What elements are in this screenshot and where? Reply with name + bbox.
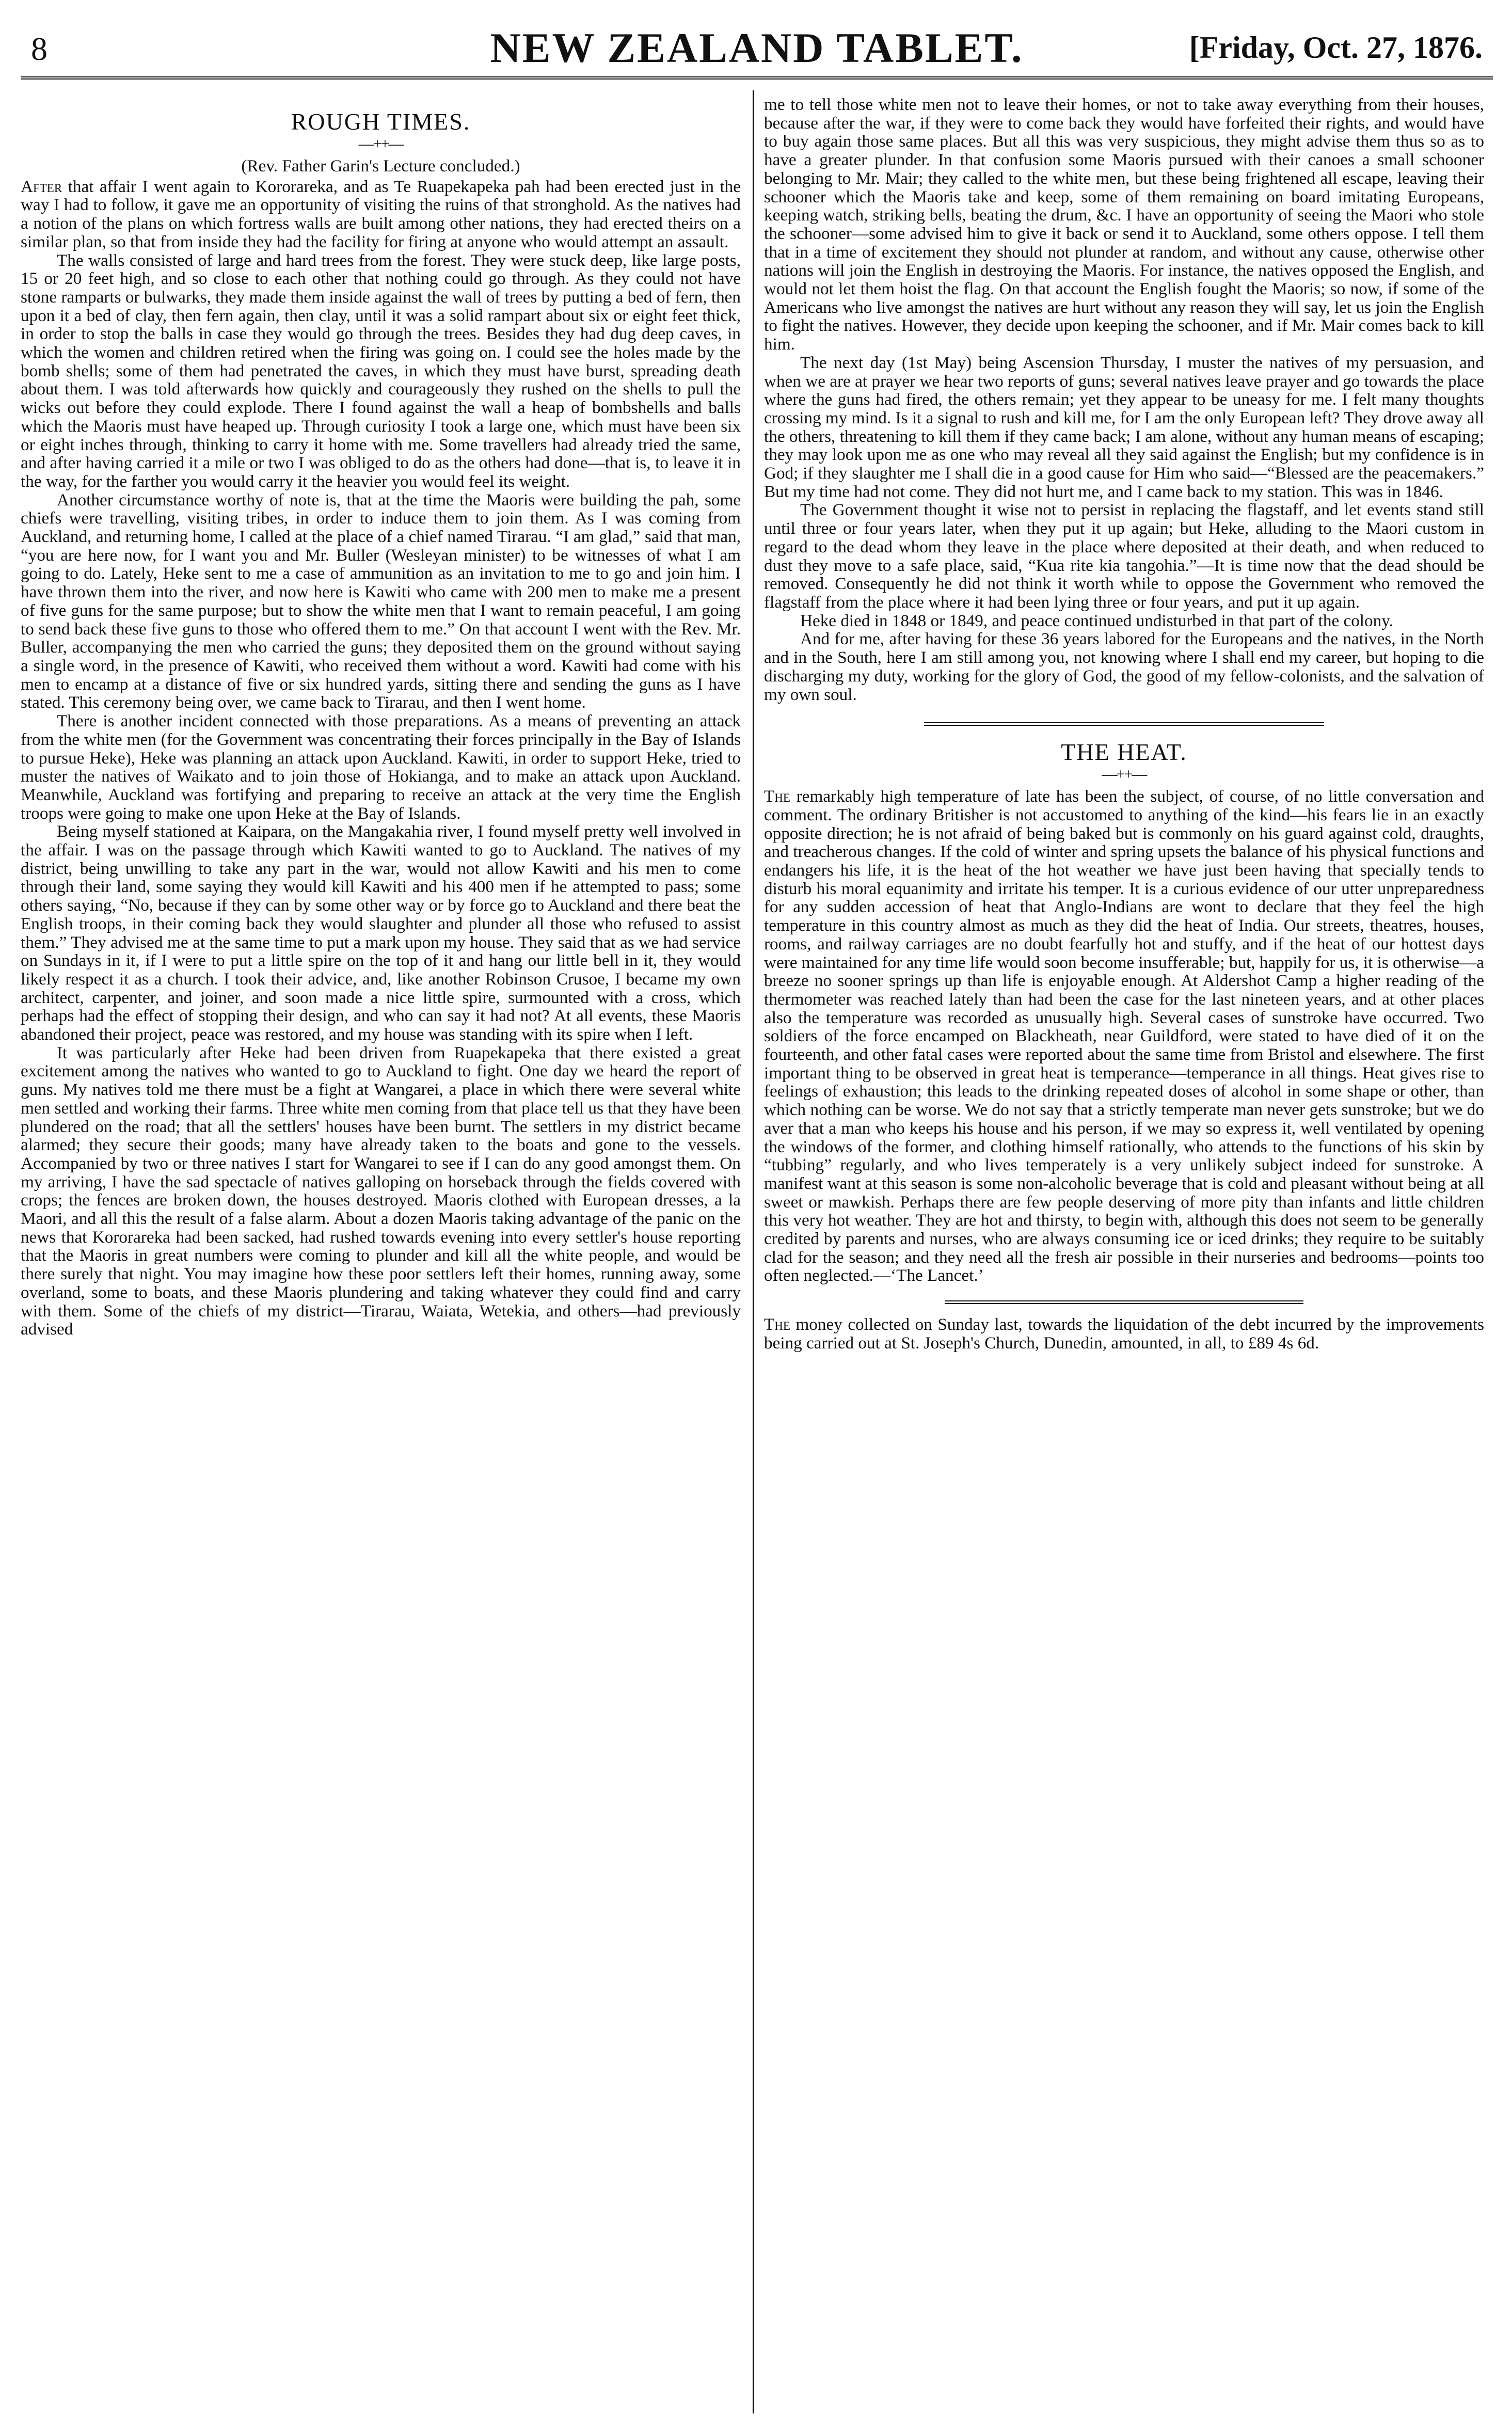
newspaper-page (21, 21, 1493, 2416)
lead-word: After (21, 177, 62, 196)
article-paragraph: Heke died in 1848 or 1849, and peace continued undisturbed in that part of the colony. (800, 611, 1393, 630)
section-separator (945, 1300, 1303, 1304)
article-paragraph: And for me, after having for these 36 years labored for the Europeans and the natives, in the North and in the South, here I am still among you, not knowing where I shall end my career, but hoping to die discharging my duty, working for the glory of God, the good of my fellow-colonists, and the salvation of my own soul. (764, 629, 1484, 704)
masthead-rule (21, 76, 1493, 80)
article-paragraph: Being myself stationed at Kaipara, on the Mangakahia river, I found myself pretty well involved in the affair. I was on the passage through which Kawiti wanted to go to Auckland. The natives of my district, being unwilling to take any part in the war, would not allow Kawiti and his men to come through their land, some saying they would kill Kawiti and his 400 men if he attempted to pass; some others saying, “No, because if they can by some other way or by force go to Auckland and there beat the English troops, in their coming back they would slaughter and plunder all those who refused to assist them.” They advised me at the same time to put a mark upon my house. They said that as we had service on Sundays in it, if I were to put a little spire on the top of it and hang our little bell in it, they would likely respect it as a church. I took their advice, and, like another Robinson Crusoe, I became my own architect, carpenter, and joiner, and soon made a nice little spire, surmounted with a cross, which perhaps had the effect of stopping their design, and who can say it had not? At all events, these Maoris abandoned their project, peace was restored, and my house was standing with its spire when I left. (21, 822, 741, 1044)
article-paragraph: The walls consisted of large and hard trees from the forest. They were stuck deep, like large posts, 15 or 20 feet high, and so close to each other that nothing could go through. As they could not have stone ramparts or bulwarks, they made them inside against the wall of trees by putting a bed of fern, then upon it a bed of clay, then fern again, then clay, until it was a solid rampart about six or eight feet thick, in order to stop the balls in case they would go through the trees. Besides they had dug deep caves, in which the women and children retired when the firing was going on. I could see the holes made by the bomb shells; some of them had penetrated the caves, in which they must have burst, spreading death about them. I was told afterwards how quickly and courageously they rushed on the shells to pull the wicks out before they could explode. There I found against the wall a heap of bombshells and balls which the Maoris must have heaped up. Through curiosity I took a large one, which must have been six or eight inches through, thinking to carry it home with me. Some travellers had already tried the same, and after having carried it a mile or two I was obliged to do as the others had done—that is, to leave it in the way, for the farther you would carry it the heavier you would feel its weight. (21, 250, 741, 491)
column-divider (753, 90, 754, 2413)
headline-ornament: —++— (1102, 766, 1147, 783)
section-separator (924, 722, 1324, 726)
article-paragraph: The remarkably high temperature of late has been the subject, of course, of no little conversation and comment. The ordinary Britisher is not accustomed to anything of the kind—his fears lie in an exactly opposite direction; he is not afraid of being baked but is commonly on his guard against cold, draughts, and treacherous changes. If the cold of winter and spring upsets the balance of his physical functions and endangers his life, it is the heat of the hot weather we have just been having that specially tends to disturb his moral equanimity and irritate his temper. It is a curious evidence of our utter unpreparedness for any sudden accession of heat that Anglo-Indians are wont to declare that they feel the high temperature in this country almost as much as they did the heat of India. Our streets, theatres, houses, rooms, and railway carriages are no doubt fearfully hot and stuffy, and if the heat of our hottest days were maintained for any time life would soon become insufferable; but, happily for us, it is otherwise—a breeze no sooner springs up than life is enjoyable enough. At Aldershot Camp a higher reading of the thermometer was reached lately than had been the case for the last nineteen years, and at other places also the temperature was recorded as unusually high. Several cases of sunstroke have occurred. Two soldiers of the force encamped on Blackheath, near Guildford, were stated to have died of it on the fourteenth, and other fatal cases were reported about the same time from Bristol and elsewhere. The first important thing to be observed in great heat is temperance—temperance in all things. Heat gives rise to feelings of exhaustion; this leads to the drinking repeated doses of alcohol in some shape or other, than which nothing can be worse. We do not say that a strictly temperate man never gets sunstroke; but we do aver that a man who keeps his house and his person, if we may so express it, well ventilated by opening the windows of the former, and clothing himself rationally, who attends to the functions of his skin by “tubbing” regularly, and who lives temperately is a very unlikely subject indeed for sunstroke. A manifest want at this season is some non-alcoholic beverage that is cold and pleasant without being at all sweet or mawkish. Perhaps there are few people deserving of more pity than infants and little children this very hot weather. They are hot and thirsty, to begin with, although this does not seem to be generally credited by parents and nurses, who are always consuming ice or iced drinks; they require to be suitably clad for the season; and they need all the fresh air possible in their nurseries and bedrooms—points too often neglected.—‘The Lancet.’ (764, 787, 1484, 1285)
article-headline-the-heat: THE HEAT. (1061, 739, 1187, 766)
column-right (764, 96, 1484, 2408)
column-left (21, 96, 741, 2408)
headline-ornament: —++— (358, 135, 403, 152)
article-paragraph: After that affair I went again to Kororareka, and as Te Ruapekapeka pah had been erected just in the way I had to follow, it gave me an opportunity of visiting the ruins of that stronghold. As the natives had a notion of the plans on which fortress walls are built among other nations, they had erected theirs on a similar plan, so that from inside they had the facility for firing at anyone who would attempt an assault. (21, 177, 741, 251)
page-number: 8 (31, 30, 47, 67)
issue-date: [Friday, Oct. 27, 1876. (1189, 30, 1483, 65)
article-paragraph-continued: me to tell those white men not to leave their homes, or not to take away everything from their houses, because after the war, if they were to come back they would have forfeited their rights, and would have to buy again those same places. But all this was very suspicious, they might advise them thus so as to have a greater plunder. In that confusion some Maoris pursued with their canoes a small schooner belonging to Mr. Mair; they called to the white men, but these being frightened all escape, leaving their schooner which the Maoris take and keep, some of them remaining on board imitating Europeans, keeping watch, striking bells, beating the drum, &c. I have an opportunity of seeing the Maori who stole the schooner—some advised him to give it back or send it to Auckland, some others oppose. I tell them that in a time of excitement they should not plunder at random, and without any cause, otherwise other nations will join the English in destroying the Maoris. For instance, the natives opposed the English, and would not let them hoist the flag. On that account the English fought the Maoris; so now, if some of the Americans who live amongst the natives are hurt without any reason they will say, let us join the English to fight the natives. However, they decide upon keeping the schooner, and if Mr. Mair comes back to kill him. (764, 96, 1484, 354)
article-byline: (Rev. Father Garin's Lecture concluded.) (241, 156, 520, 176)
article-paragraph: It was particularly after Heke had been driven from Ruapekapeka that there existed a great excitement among the natives who wanted to go to Auckland to fight. One day we heard the report of guns. My natives told me there must be a fight at Wangarei, a place in which there were several white men settled and working their farms. Three white men coming from that place tell us that they have been plundered on the road; that all the settlers' houses have been burnt. The settlers in my district became alarmed; they secure their goods; many have already taken to the boats and gone to the vessels. Accompanied by two or three natives I start for Wangarei to see if I can do any good amongst them. On my arriving, I have the sad spectacle of natives galloping on horseback through the fields covered with crops; the fences are broken down, the houses destroyed. Maoris clothed with European dresses, a la Maori, and all this the result of a false alarm. About a dozen Maoris taking advantage of the panic on the news that Kororareka had been sacked, had rushed towards evening into every settler's house reporting that the Maoris in great numbers were coming to plunder and kill all the white people, and would be there surely that night. You may imagine how these poor settlers left their homes, running away, some overland, some to boats, and these Maoris plundering and taking whatever they could find and carry with them. Some of the chiefs of my district—Tirarau, Waiata, Wetekia, and others—had previously advised (21, 1043, 741, 1339)
article-paragraph: There is another incident connected with those preparations. As a means of preventing an attack from the white men (for the Government was concentrating their forces principally in the Bay of Islands to pursue Heke), Heke was planning an attack upon Auckland. Kawiti, in order to support Heke, tried to muster the natives of Waikato and to join those of Hokianga, and to make an attack upon Auckland. Meanwhile, Auckland was fortifying and preparing to receive an attack at the very time the English troops were going to make one upon Heke at the Bay of Islands. (21, 711, 741, 823)
lead-word: The (764, 787, 790, 806)
article-paragraph: The Government thought it wise not to persist in replacing the flagstaff, and let events stand still until three or four years later, when they put it up again; but Heke, alluding to the Maori custom in regard to the dead whom they leave in the place where deposited at their death, and when reduced to dust they move to a safe place, said, “Kua rite kia tangohia.”—It is time now that the dead should be removed. Consequently he did not think it worth while to oppose the Government who removed the flagstaff from the place where it had been lying three or four years, and put it up again. (764, 500, 1484, 612)
notice-paragraph: The money collected on Sunday last, towards the liquidation of the debt incurred by the improvements being carried out at St. Joseph's Church, Dunedin, amounted, in all, to £89 4s 6d. (764, 1315, 1484, 1353)
article-headline-rough-times: ROUGH TIMES. (291, 108, 471, 135)
lead-word: The (764, 1315, 790, 1334)
newspaper-title: NEW ZEALAND TABLET. (490, 24, 1024, 71)
article-paragraph: Another circumstance worthy of note is, that at the time the Maoris were building the pah, some chiefs were travelling, visiting tribes, in order to induce them to join them. As I was coming from Auckland, and returning home, I called at the place of a chief named Tirarau. “I am glad,” said that man, “you are here now, for I want you and Mr. Buller (Wesleyan minister) to be witnesses of what I am going to do. Lately, Heke sent to me a case of ammunition as an invitation to me to go and join him. I have thrown them into the river, and now here is Kawiti who came with 200 men to make me a present of five guns for the same purpose; but to show the white men that I want to remain peaceful, I am going to send back these five guns to those who offered them to me.” On that account I went with the Rev. Mr. Buller, accompanying the men who carried the guns; they deposited them on the ground without saying a single word, in the presence of Kawiti, who received them without a word. Kawiti had come with his men to encamp at a distance of five or six hundred yards, sitting there and sending the guns as I have stated. This ceremony being over, we came back to Tirarau, and then I went home. (21, 490, 741, 712)
masthead (21, 21, 1493, 88)
article-paragraph: The next day (1st May) being Ascension Thursday, I muster the natives of my persuasion, and when we are at prayer we hear two reports of guns; several natives leave prayer and go towards the place where the guns had fired, the others remain; yet they appear to be uneasy for me. I felt many thoughts crossing my mind. Is it a signal to rush and kill me, for I am the only European left? They drove away all the others, threatening to kill them if they came back; I am alone, without any human means of escaping; they may look upon me as one who may reveal all they said against the English; but my confidence is in God; if they slaughter me I shall die in a good cause for Him who said—“Blessed are the peacemakers.” But my time had not come. They did not hurt me, and I came back to my station. This was in 1846. (764, 353, 1484, 501)
